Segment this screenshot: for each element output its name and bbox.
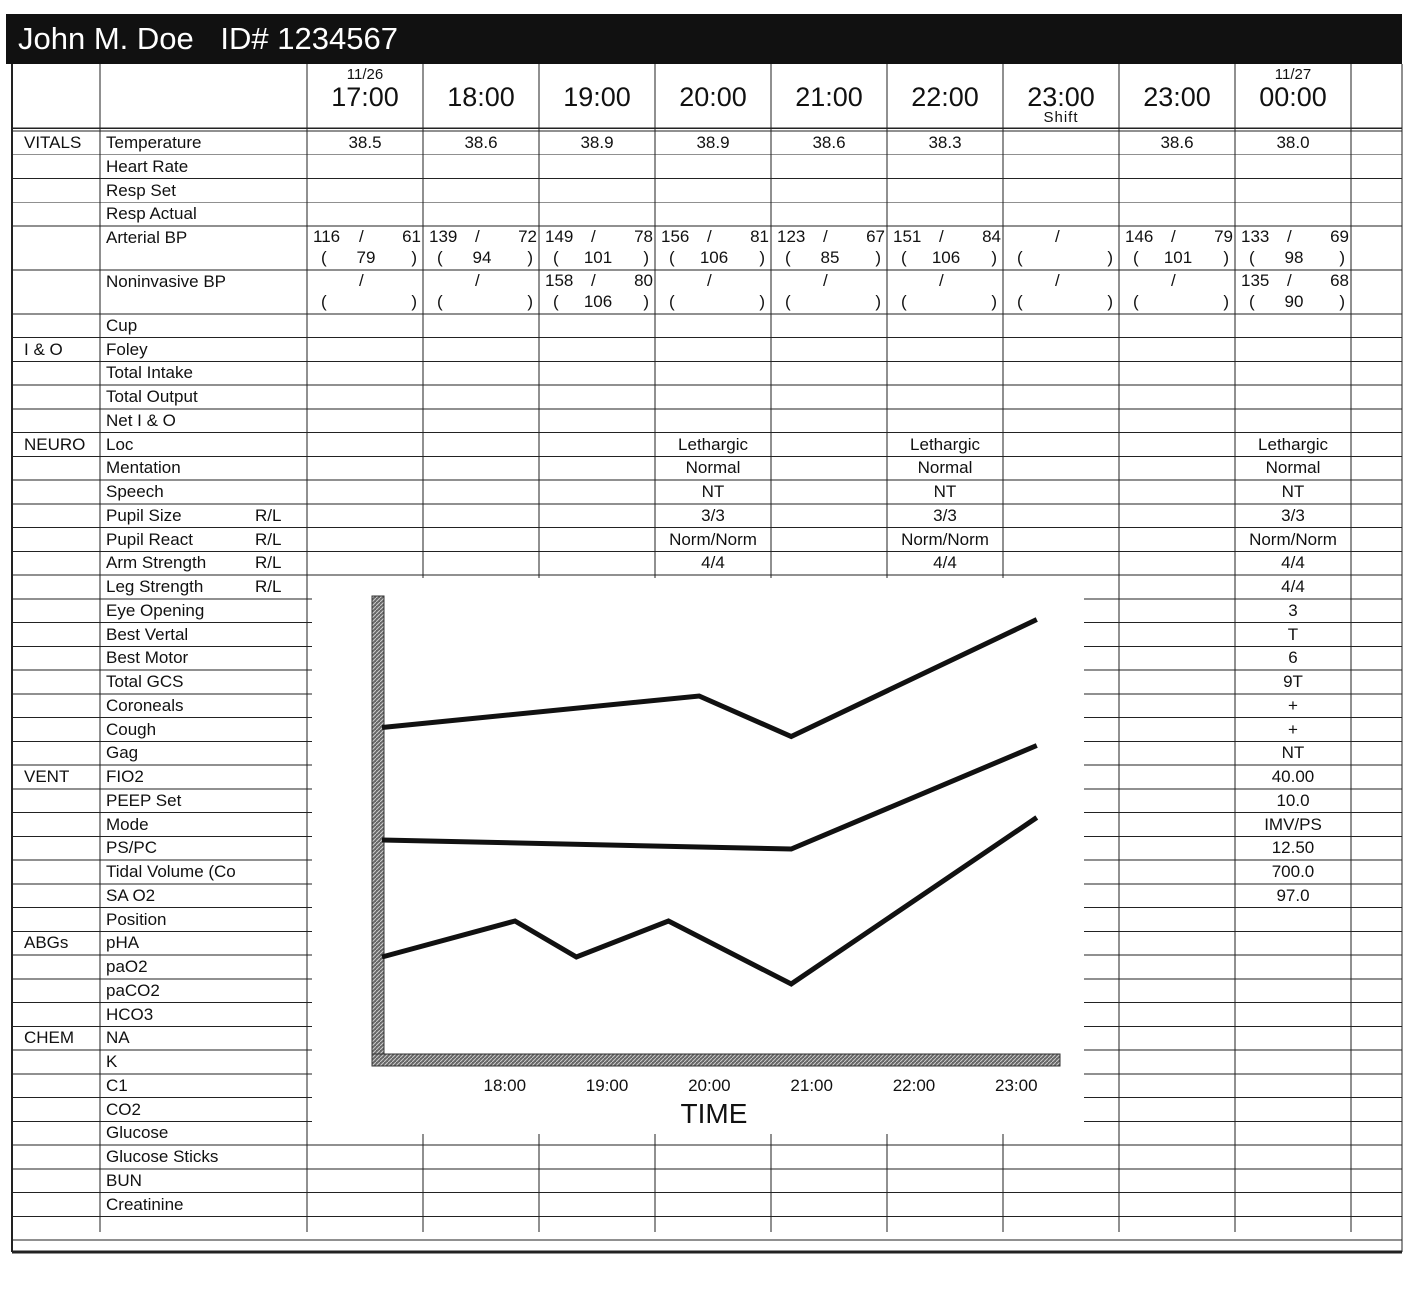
noninvasive-bp-cell <box>655 271 771 315</box>
bp-systolic: 146 <box>1125 227 1154 246</box>
row-label: Leg Strength <box>106 577 204 597</box>
row-label: Glucose Sticks <box>106 1147 219 1167</box>
last-column-value: 3 <box>1288 600 1298 620</box>
column-time: 20:00 <box>679 82 747 112</box>
bp-paren: ) <box>759 291 765 311</box>
row-label: SA O2 <box>106 885 156 905</box>
neuro-value: NT <box>701 482 725 502</box>
row-label: Pupil React <box>106 529 193 549</box>
x-tick-label: 20:00 <box>688 1076 731 1095</box>
row-label: Pupil Size <box>106 505 182 525</box>
temperature-value: 38.6 <box>464 133 498 152</box>
row-label: Gag <box>106 743 139 763</box>
row-label: Coroneals <box>106 695 184 715</box>
bp-paren: ( <box>669 248 675 267</box>
last-column-value: 700.0 <box>1271 862 1315 882</box>
bp-mean: 106 <box>583 291 613 311</box>
column-time: 17:00 <box>331 82 399 112</box>
x-tick-label: 21:00 <box>790 1076 833 1095</box>
bp-diastolic: 68 <box>1330 270 1349 290</box>
bp-mean: 101 <box>583 248 613 267</box>
row-label: Best Motor <box>106 648 189 668</box>
arterial-bp-cell <box>887 227 1003 271</box>
row-label: Foley <box>106 339 148 359</box>
row-label: Total GCS <box>106 672 184 692</box>
bp-diastolic: 67 <box>866 227 885 246</box>
patient-header-bar <box>6 14 1402 64</box>
bp-systolic: 133 <box>1241 227 1270 246</box>
row-label: K <box>106 1052 118 1072</box>
bp-diastolic: 79 <box>1214 227 1233 246</box>
patient-name: John M. Doe <box>18 21 194 56</box>
column-date: 11/27 <box>1274 66 1312 83</box>
bp-slash: / <box>359 227 364 246</box>
last-column-value: 97.0 <box>1276 885 1310 905</box>
bp-paren: ) <box>991 291 997 311</box>
bp-paren: ) <box>1339 291 1345 311</box>
bp-slash: / <box>939 270 944 290</box>
neuro-value: Normal <box>1265 458 1321 478</box>
bp-paren: ( <box>321 291 327 311</box>
bp-paren: ( <box>553 248 559 267</box>
bp-systolic: 116 <box>313 227 341 246</box>
bp-paren: ) <box>1223 248 1229 267</box>
row-label: Tidal Volume (Co <box>106 862 236 882</box>
bp-paren: ( <box>321 248 327 267</box>
bp-mean: 79 <box>356 248 376 267</box>
bp-systolic: 151 <box>893 227 922 246</box>
noninvasive-bp-cell <box>423 271 539 315</box>
bp-paren: ( <box>1017 291 1023 311</box>
noninvasive-bp-cell <box>887 271 1003 315</box>
bp-diastolic: 81 <box>750 227 769 246</box>
neuro-value: NT <box>933 482 957 502</box>
neuro-value: Norm/Norm <box>901 529 989 549</box>
last-column-value: + <box>1288 719 1298 739</box>
row-label: Temperature <box>106 133 202 152</box>
arterial-bp-cell <box>423 227 539 271</box>
bp-slash: / <box>1055 227 1060 246</box>
column-date: 11/26 <box>346 66 384 83</box>
column-time: 22:00 <box>911 82 979 112</box>
row-label: Cup <box>106 315 138 335</box>
neuro-value: Normal <box>917 458 973 478</box>
bp-paren: ) <box>411 248 417 267</box>
bp-paren: ( <box>1249 248 1255 267</box>
bp-diastolic: 80 <box>634 270 653 290</box>
bp-paren: ) <box>1107 291 1113 311</box>
bp-diastolic: 61 <box>402 227 421 246</box>
row-label: HCO3 <box>106 1004 154 1024</box>
last-column-value: 6 <box>1288 648 1298 668</box>
noninvasive-bp-cell <box>1235 271 1351 315</box>
row-label: paCO2 <box>106 980 160 1000</box>
bp-paren: ( <box>1133 248 1139 267</box>
bp-slash: / <box>359 270 364 290</box>
bp-paren: ) <box>759 248 765 267</box>
bp-mean: 98 <box>1284 248 1304 267</box>
section-label: CHEM <box>24 1028 75 1048</box>
x-tick-label: 23:00 <box>995 1076 1038 1095</box>
bp-systolic: 156 <box>661 227 690 246</box>
temperature-value: 38.0 <box>1276 133 1310 152</box>
row-label: Resp Set <box>106 180 176 200</box>
neuro-value: Normal <box>685 458 741 478</box>
row-label: Mentation <box>106 458 181 478</box>
section-label: I & O <box>24 339 63 359</box>
neuro-value: 3/3 <box>701 505 725 525</box>
section-label: VENT <box>24 767 70 787</box>
bp-slash: / <box>1171 227 1176 246</box>
trend-chart-svg <box>312 578 1084 1134</box>
temperature-value: 38.6 <box>812 133 846 152</box>
row-label: CO2 <box>106 1099 141 1119</box>
bp-slash: / <box>1287 270 1292 290</box>
bp-systolic: 139 <box>429 227 458 246</box>
row-label: Glucose <box>106 1123 169 1143</box>
bp-paren: ( <box>785 291 791 311</box>
bp-paren: ( <box>437 248 443 267</box>
neuro-value: Norm/Norm <box>669 529 757 549</box>
noninvasive-bp-cell <box>771 271 887 315</box>
last-column-value: NT <box>1281 743 1305 763</box>
last-column-value: + <box>1288 695 1298 715</box>
bp-mean: 90 <box>1284 291 1304 311</box>
temperature-value: 38.9 <box>696 133 730 152</box>
row-label: BUN <box>106 1170 142 1190</box>
row-label: Net I & O <box>106 410 176 430</box>
bp-slash: / <box>591 270 596 290</box>
row-label: Arterial BP <box>106 228 188 247</box>
bp-paren: ( <box>669 291 675 311</box>
noninvasive-bp-cell <box>307 271 423 315</box>
bp-paren: ) <box>643 248 649 267</box>
x-tick-label: 18:00 <box>483 1076 527 1095</box>
row-label: pHA <box>106 933 140 953</box>
bp-paren: ( <box>1017 248 1023 267</box>
last-column-value: 12.50 <box>1271 838 1315 858</box>
bp-mean: 101 <box>1163 248 1193 267</box>
row-label: Heart Rate <box>106 156 189 176</box>
rl-hint: R/L <box>255 577 282 597</box>
column-time: 18:00 <box>447 82 515 112</box>
row-label: C1 <box>106 1075 128 1095</box>
bp-systolic: 149 <box>545 227 574 246</box>
bp-slash: / <box>1287 227 1292 246</box>
temperature-value: 38.3 <box>928 133 962 152</box>
bp-paren: ) <box>1339 248 1345 267</box>
series-line-upper <box>382 620 1037 737</box>
bp-paren: ) <box>527 248 533 267</box>
row-label: Best Vertal <box>106 624 189 644</box>
bp-paren: ) <box>411 291 417 311</box>
arterial-bp-cell <box>539 227 655 271</box>
row-label: paO2 <box>106 957 148 977</box>
last-column-value: 4/4 <box>1281 577 1305 597</box>
row-label: Loc <box>106 434 134 454</box>
last-column-value: T <box>1287 624 1299 644</box>
rl-hint: R/L <box>255 529 282 549</box>
bp-paren: ) <box>875 291 881 311</box>
bp-mean: 94 <box>472 248 492 267</box>
series-line-middle <box>382 746 1037 850</box>
bp-paren: ) <box>1107 248 1113 267</box>
column-time: 23:00 <box>1143 82 1211 112</box>
neuro-value: 4/4 <box>933 553 957 573</box>
section-label: NEURO <box>24 434 86 454</box>
neuro-value: 4/4 <box>701 553 725 573</box>
row-label: Noninvasive BP <box>106 271 227 291</box>
bp-paren: ( <box>1133 291 1139 311</box>
row-label: PEEP Set <box>106 790 182 810</box>
patient-id: ID# 1234567 <box>220 21 398 56</box>
bp-paren: ) <box>991 248 997 267</box>
row-label: Arm Strength <box>106 553 207 573</box>
bp-slash: / <box>823 227 828 246</box>
bp-systolic: 158 <box>545 270 574 290</box>
row-label: Creatinine <box>106 1194 184 1214</box>
neuro-value: 4/4 <box>1281 553 1305 573</box>
bp-slash: / <box>1171 270 1176 290</box>
noninvasive-bp-cell <box>1003 271 1119 315</box>
bp-paren: ) <box>875 248 881 267</box>
row-label: Position <box>106 909 167 929</box>
bp-diastolic: 72 <box>518 227 537 246</box>
rl-hint: R/L <box>255 505 282 525</box>
bp-paren: ( <box>901 291 907 311</box>
noninvasive-bp-cell <box>539 271 655 315</box>
row-label: Total Intake <box>106 363 193 383</box>
row-label: NA <box>106 1028 130 1048</box>
column-note: Shift <box>1043 109 1079 126</box>
temperature-value: 38.6 <box>1160 133 1194 152</box>
chart-x-axis <box>372 1054 1060 1066</box>
neuro-value: Lethargic <box>910 434 980 454</box>
temperature-value: 38.9 <box>580 133 614 152</box>
bp-systolic: 135 <box>1241 270 1270 290</box>
neuro-value: Norm/Norm <box>1249 529 1337 549</box>
row-label: Speech <box>106 482 164 502</box>
bp-slash: / <box>939 227 944 246</box>
bp-slash: / <box>475 270 480 290</box>
arterial-bp-cell <box>1003 227 1119 271</box>
bp-paren: ( <box>1249 291 1255 311</box>
noninvasive-bp-cell <box>1119 271 1235 315</box>
section-label: ABGs <box>24 933 69 953</box>
bp-slash: / <box>707 227 712 246</box>
bp-paren: ( <box>553 291 559 311</box>
neuro-value: Lethargic <box>1258 434 1328 454</box>
arterial-bp-cell <box>307 227 423 271</box>
bp-paren: ( <box>901 248 907 267</box>
row-label: Resp Actual <box>106 204 197 224</box>
bp-systolic: 123 <box>777 227 806 246</box>
x-tick-label: 22:00 <box>892 1076 936 1095</box>
arterial-bp-cell <box>655 227 771 271</box>
rl-hint: R/L <box>255 553 282 573</box>
column-time: 23:00 <box>1027 82 1095 112</box>
bp-paren: ( <box>785 248 791 267</box>
last-column-value: 9T <box>1283 672 1303 692</box>
last-column-value: IMV/PS <box>1264 814 1322 834</box>
row-label: Cough <box>106 719 157 739</box>
chart-x-axis-title: TIME <box>680 1098 748 1129</box>
row-label: Eye Opening <box>106 600 205 620</box>
temperature-value: 38.5 <box>348 133 382 152</box>
column-time: 19:00 <box>563 82 631 112</box>
bp-slash: / <box>475 227 480 246</box>
x-tick-label: 19:00 <box>585 1076 629 1095</box>
last-column-value: 10.0 <box>1276 790 1310 810</box>
neuro-value: Lethargic <box>678 434 748 454</box>
chart-y-axis <box>372 596 384 1066</box>
bp-slash: / <box>823 270 828 290</box>
arterial-bp-cell <box>771 227 887 271</box>
column-time: 21:00 <box>795 82 863 112</box>
neuro-value: 3/3 <box>933 505 957 525</box>
last-column-value: 40.00 <box>1271 767 1315 787</box>
neuro-value: 3/3 <box>1281 505 1305 525</box>
bp-mean: 106 <box>931 248 961 267</box>
row-label: PS/PC <box>106 838 158 858</box>
bp-slash: / <box>1055 270 1060 290</box>
bp-paren: ( <box>437 291 443 311</box>
bp-paren: ) <box>643 291 649 311</box>
bp-slash: / <box>707 270 712 290</box>
bp-slash: / <box>591 227 596 246</box>
bp-diastolic: 84 <box>982 227 1001 246</box>
bp-paren: ) <box>1223 291 1229 311</box>
bp-mean: 106 <box>699 248 729 267</box>
trend-chart <box>312 578 1084 1134</box>
arterial-bp-cell <box>1119 227 1235 271</box>
column-time: 00:00 <box>1259 82 1327 112</box>
arterial-bp-cell <box>1235 227 1351 271</box>
bp-paren: ) <box>527 291 533 311</box>
section-label: VITALS <box>24 133 82 152</box>
row-label: Mode <box>106 814 149 834</box>
row-label: FIO2 <box>106 767 144 787</box>
row-label: Total Output <box>106 387 198 407</box>
neuro-value: NT <box>1281 482 1305 502</box>
bp-diastolic: 69 <box>1330 227 1349 246</box>
bp-diastolic: 78 <box>634 227 653 246</box>
bp-mean: 85 <box>820 248 840 267</box>
